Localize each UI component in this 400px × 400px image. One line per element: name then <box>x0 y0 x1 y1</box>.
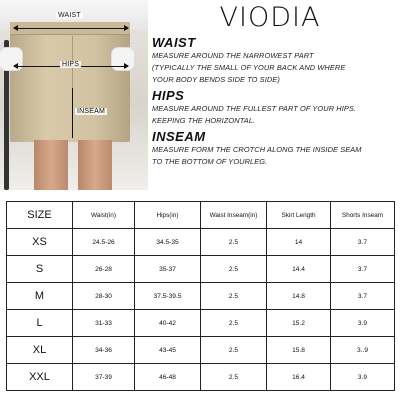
table-row <box>7 229 395 256</box>
cell-waist-inseam: 2.5 <box>201 364 267 391</box>
cell-size: M <box>7 283 73 310</box>
table-row <box>7 256 395 283</box>
size-chart-table <box>6 201 395 391</box>
cell-hips: 46-48 <box>135 364 201 391</box>
cell-hips: 35-37 <box>135 256 201 283</box>
cell-skirt-length: 14.4 <box>267 256 331 283</box>
cell-shorts-inseam: 3.7 <box>331 283 395 310</box>
right-leg <box>78 140 112 190</box>
cell-waist-inseam: 2.5 <box>201 337 267 364</box>
cell-size: XXL <box>7 364 73 391</box>
hips-label: HIPS <box>62 61 80 68</box>
header-waist: Waist(in) <box>73 202 135 229</box>
cell-shorts-inseam: 3.7 <box>331 256 395 283</box>
cell-size: XS <box>7 229 73 256</box>
left-leg <box>34 140 68 190</box>
waist-measure-line <box>14 28 128 29</box>
hips-description: MEASURE AROUND THE FULLEST PART OF YOUR HIPS. KEEPING THE HORIZONTAL. <box>152 104 357 125</box>
cell-skirt-length: 14 <box>267 229 331 256</box>
table-row <box>7 283 395 310</box>
table-row <box>7 310 395 337</box>
table-row <box>7 364 395 391</box>
cell-waist-inseam: 2.5 <box>201 283 267 310</box>
waist-heading: WAIST <box>152 35 196 50</box>
cell-shorts-inseam: 3.9 <box>331 310 395 337</box>
cell-skirt-length: 16.4 <box>267 364 331 391</box>
brand-logo: VIODIA <box>219 2 321 33</box>
header-skirt-length: Skirt Length <box>267 202 331 229</box>
cell-waist: 37-39 <box>73 364 135 391</box>
cell-size: XL <box>7 337 73 364</box>
cell-hips: 43-45 <box>135 337 201 364</box>
cell-shorts-inseam: 3.7 <box>331 229 395 256</box>
cell-hips: 40-42 <box>135 310 201 337</box>
cell-skirt-length: 15.8 <box>267 337 331 364</box>
cell-waist: 31-33 <box>73 310 135 337</box>
cell-size: L <box>7 310 73 337</box>
cell-waist: 28-30 <box>73 283 135 310</box>
hips-heading: HIPS <box>152 88 185 103</box>
cell-waist-inseam: 2.5 <box>201 229 267 256</box>
product-photo <box>0 0 148 190</box>
table-header-row <box>7 202 395 229</box>
cell-waist: 26-28 <box>73 256 135 283</box>
waist-description: MEASURE AROUND THE NARROWEST PART (TYPICALLY THE SMALL OF YOUR BACK AND WHERE YOUR BODY BENDS SIDE TO SIDE) <box>152 51 346 84</box>
inseam-description: MEASURE FORM THE CROTCH ALONG THE INSIDE SEAM TO THE BOTTOM OF YOURLEG. <box>152 145 362 166</box>
cell-waist: 34-36 <box>73 337 135 364</box>
inseam-measure-line <box>72 88 73 138</box>
header-shorts-inseam: Shorts Inseam <box>331 202 395 229</box>
inseam-label: INSEAM <box>77 108 106 115</box>
cell-waist: 24.5-26 <box>73 229 135 256</box>
cell-waist-inseam: 2.5 <box>201 310 267 337</box>
cell-skirt-length: 15.2 <box>267 310 331 337</box>
cell-hips: 37.5-39.5 <box>135 283 201 310</box>
cell-size: S <box>7 256 73 283</box>
cell-waist-inseam: 2.5 <box>201 256 267 283</box>
cell-shorts-inseam: 3.9 <box>331 364 395 391</box>
table-row <box>7 337 395 364</box>
header-waist-inseam: Waist Inseam(in) <box>201 202 267 229</box>
skirt <box>10 22 130 142</box>
header-hips: Hips(in) <box>135 202 201 229</box>
waist-label: WAIST <box>58 12 81 19</box>
header-size: SIZE <box>7 202 73 229</box>
cell-hips: 34.5-35 <box>135 229 201 256</box>
cell-skirt-length: 14.8 <box>267 283 331 310</box>
measure-guide <box>152 35 397 170</box>
cell-shorts-inseam: 3..9 <box>331 337 395 364</box>
inseam-heading: INSEAM <box>152 129 206 144</box>
